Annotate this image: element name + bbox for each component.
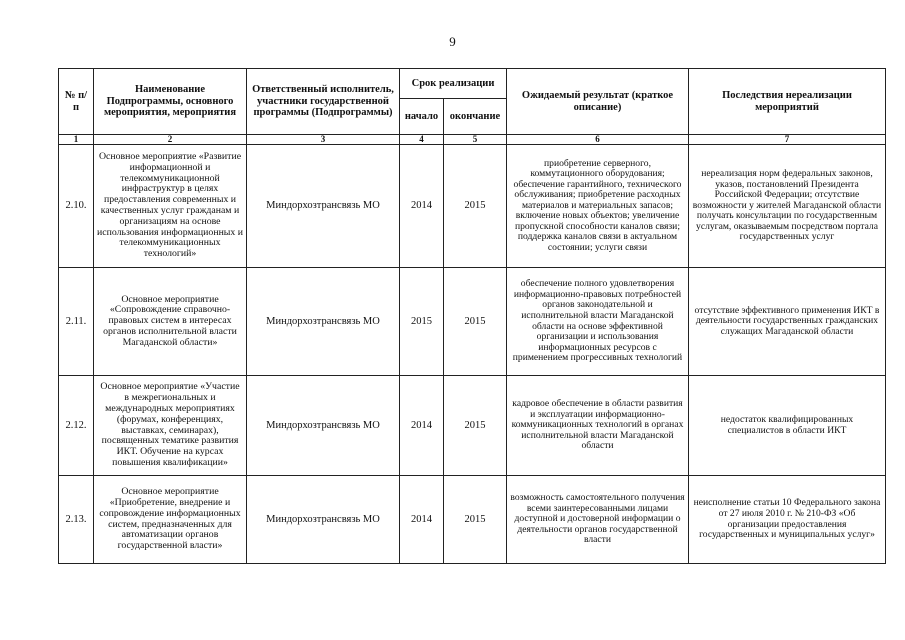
row-number: 2.12. (59, 376, 94, 476)
activity-name: Основное мероприятие «Приобретение, внедрение и сопровождение информационных систем, предназначенных для автоматизации органов государственной власти» (94, 476, 247, 564)
expected-result: обеспечение полного удовлетворения информационно-правовых потребностей органов законодательной и исполнительной власти Магаданской области на основе эффективной организации и использования информационных ресурсов с применением прогрессивных технологий (507, 268, 689, 376)
header-term: Срок реализации (400, 69, 507, 99)
header-consequences: Последствия нереализации мероприятий (689, 69, 886, 135)
program-activities-table (58, 68, 886, 564)
column-number: 2 (94, 135, 247, 145)
row-number: 2.10. (59, 145, 94, 268)
table-row (59, 376, 886, 476)
column-number-row (59, 135, 886, 145)
consequences: недостаток квалифицированных специалистов в области ИКТ (689, 376, 886, 476)
column-number: 7 (689, 135, 886, 145)
end-year: 2015 (444, 268, 507, 376)
consequences: нереализация норм федеральных законов, указов, постановлений Президента Российской Федерации; отсутствие возможности у жителей Магаданской области получать консультации по государственным услугам, оказываемым посредством портала государственных услуг (689, 145, 886, 268)
start-year: 2014 (400, 145, 444, 268)
table-row (59, 268, 886, 376)
activity-name: Основное мероприятие «Сопровождение справочно-правовых систем в интересах органов исполнительной власти Магаданской области» (94, 268, 247, 376)
page-number: 9 (449, 34, 456, 49)
activity-name: Основное мероприятие «Участие в межрегиональных и международных мероприятиях (форумах, конференциях, выставках, семинарах), посвященных тематике развития ИКТ. Обучение на курсах повышения квалификации» (94, 376, 247, 476)
column-number: 4 (400, 135, 444, 145)
start-year: 2014 (400, 376, 444, 476)
start-year: 2014 (400, 476, 444, 564)
header-name: Наименование Подпрограммы, основного мероприятия, мероприятия (94, 69, 247, 135)
header-end: окончание (444, 99, 507, 135)
table-row (59, 145, 886, 268)
header-num: № п/п (59, 69, 94, 135)
expected-result: возможность самостоятельного получения всеми заинтересованными лицами доступной и достоверной информации о деятельности органов государственной власти (507, 476, 689, 564)
end-year: 2015 (444, 145, 507, 268)
executor: Миндорхозтрансвязь МО (247, 268, 400, 376)
start-year: 2015 (400, 268, 444, 376)
executor: Миндорхозтрансвязь МО (247, 376, 400, 476)
column-number: 5 (444, 135, 507, 145)
header-result: Ожидаемый результат (краткое описание) (507, 69, 689, 135)
row-number: 2.13. (59, 476, 94, 564)
end-year: 2015 (444, 476, 507, 564)
executor: Миндорхозтрансвязь МО (247, 476, 400, 564)
column-number: 6 (507, 135, 689, 145)
column-number: 3 (247, 135, 400, 145)
consequences: неисполнение статьи 10 Федерального закона от 27 июля 2010 г. № 210-ФЗ «Об организации предоставления государственных и муниципальных услуг» (689, 476, 886, 564)
end-year: 2015 (444, 376, 507, 476)
executor: Миндорхозтрансвязь МО (247, 145, 400, 268)
header-executor: Ответственный исполнитель, участники государственной программы (Подпрограммы) (247, 69, 400, 135)
header-start: начало (400, 99, 444, 135)
table-row (59, 476, 886, 564)
consequences: отсутствие эффективного применения ИКТ в деятельности государственных гражданских служащих Магаданской области (689, 268, 886, 376)
activity-name: Основное мероприятие «Развитие информационной и телекоммуникационной инфраструктур в целях предоставления современных и качественных услуг гражданам и организациям на основе использования информационных и телекоммуникационных технологий» (94, 145, 247, 268)
expected-result: приобретение серверного, коммутационного оборудования; обеспечение гарантийного, технического обслуживания; приобретение расходных материалов и материальных запасов; включение новых объектов; увеличение пропускной способности каналов связи; поддержка каналов связи в актуальном состоянии; услуги связи (507, 145, 689, 268)
expected-result: кадровое обеспечение в области развития и эксплуатации информационно-коммуникационных технологий в органах исполнительной власти Магаданской области (507, 376, 689, 476)
row-number: 2.11. (59, 268, 94, 376)
column-number: 1 (59, 135, 94, 145)
